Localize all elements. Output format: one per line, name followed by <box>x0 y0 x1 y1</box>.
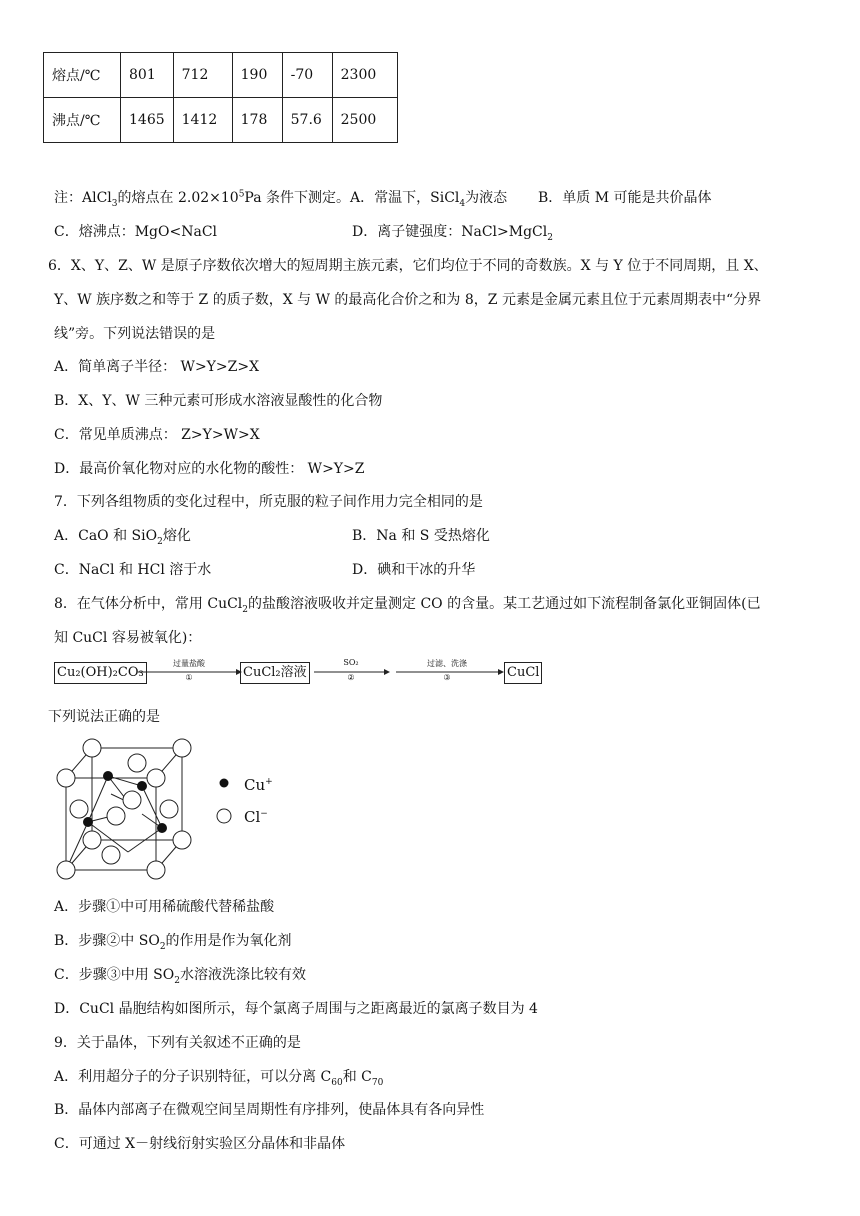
legend-cl-circle <box>217 809 231 823</box>
cl-ion <box>128 754 146 772</box>
table-cell: 178 <box>232 98 282 143</box>
row-label: 沸点/℃ <box>44 98 121 143</box>
step1-reagent: 过量盐酸 <box>173 659 205 668</box>
cl-ion <box>107 807 125 825</box>
q5-option-c: C．熔沸点：MgO<NaCl <box>54 224 218 240</box>
stem-text: 的盐酸溶液吸收并定量测定 CO 的含量。某工艺通过如下流程制备氯化亚铜固体(已 <box>248 596 761 612</box>
cl-ion <box>147 861 165 879</box>
cl-ion <box>173 739 191 757</box>
option-text: A．CaO 和 SiO <box>54 528 158 544</box>
q8-stem-line1 <box>54 593 761 615</box>
superscript: 5 <box>238 189 245 200</box>
step2-number: ② <box>347 673 355 682</box>
q6-option-c: C．常见单质沸点： Z>Y>W>X <box>54 427 260 443</box>
note-text: 为液态 <box>465 190 508 206</box>
step3-number: ③ <box>443 673 451 682</box>
note-text: Pa 条件下测定。A．常温下，SiCl <box>244 190 460 206</box>
table-row <box>44 53 398 98</box>
q7-stem: 7．下列各组物质的变化过程中，所克服的粒子间作用力完全相同的是 <box>54 494 483 510</box>
flow-mid-box: CuCl₂溶液 <box>240 662 310 684</box>
note-text: 的熔点在 2.02×10 <box>117 190 239 206</box>
q8-option-a: A．步骤①中可用稀硫酸代替稀盐酸 <box>54 899 275 915</box>
table-cell: 712 <box>173 53 232 98</box>
superscript: − <box>260 809 268 819</box>
q6-option-b: B．X、Y、W 三种元素可形成水溶液显酸性的化合物 <box>54 393 383 409</box>
table-cell: -70 <box>282 53 332 98</box>
flow-end-box: CuCl <box>504 662 542 684</box>
table-cell: 57.6 <box>282 98 332 143</box>
q8-option-b <box>54 930 292 952</box>
q7-option-b: B．Na 和 S 受热熔化 <box>352 528 490 544</box>
subscript: 70 <box>371 1077 384 1088</box>
legend-cl-label <box>244 808 268 826</box>
table-cell: 801 <box>121 53 174 98</box>
option-text: D．离子键强度：NaCl>MgCl <box>352 224 548 240</box>
q5-option-b: B．单质 M 可能是共价晶体 <box>538 190 712 206</box>
cl-ion <box>83 739 101 757</box>
step3-reagent: 过滤、洗涤 <box>427 659 467 668</box>
table-cell: 190 <box>232 53 282 98</box>
option-text: A．利用超分子的分子识别特征，可以分离 C <box>54 1069 332 1085</box>
cl-ion <box>160 800 178 818</box>
cu-ion <box>137 781 147 791</box>
option-text: 的作用是作为氧化剂 <box>165 933 292 949</box>
q5-option-d <box>352 221 553 243</box>
subscript: 3 <box>111 198 118 209</box>
q8-stem-line2: 知 CuCl 容易被氧化)： <box>54 630 202 646</box>
q8-option-c <box>54 964 306 986</box>
note-line <box>54 187 507 209</box>
subscript: 2 <box>157 536 163 547</box>
cu-ion <box>157 823 167 833</box>
cl-ion <box>57 769 75 787</box>
option-text: 和 C <box>342 1069 372 1085</box>
subscript: 2 <box>547 232 553 243</box>
q7-option-c: C．NaCl 和 HCl 溶于水 <box>54 562 212 578</box>
subscript: 2 <box>242 604 249 615</box>
note-text: 注：AlCl <box>54 190 112 206</box>
cl-ion <box>70 800 88 818</box>
option-text: 熔化 <box>162 528 191 544</box>
q7-option-a <box>54 525 191 547</box>
option-text: C．步骤③中用 SO <box>54 967 175 983</box>
legend-text: Cu <box>244 776 266 794</box>
q6-stem-line1: 6．X、Y、Z、W 是原子序数依次增大的短周期主族元素，它们均位于不同的奇数族。X 与 Y 位于不同周期，且 X、 <box>48 258 768 274</box>
step1-number: ① <box>185 673 193 682</box>
stem-text: 8．在气体分析中，常用 CuCl <box>54 596 243 612</box>
table-row <box>44 98 398 143</box>
cucl-unit-cell-diagram <box>52 736 272 882</box>
q8-option-d: D．CuCl 晶胞结构如图所示，每个氯离子周围与之距离最近的氯离子数目为 4 <box>54 1001 538 1017</box>
table-cell: 1465 <box>121 98 174 143</box>
q9-option-c: C．可通过 X－射线衍射实验区分晶体和非晶体 <box>54 1136 346 1152</box>
table-cell: 2500 <box>332 98 397 143</box>
cl-ion <box>57 861 75 879</box>
subscript: 2 <box>174 975 180 986</box>
subscript: 4 <box>459 198 466 209</box>
q6-option-d: D．最高价氧化物对应的水化物的酸性： W>Y>Z <box>54 461 365 477</box>
cl-ion <box>102 846 120 864</box>
q9-option-a <box>54 1066 383 1088</box>
q6-stem-line2: Y、W 族序数之和等于 Z 的质子数，X 与 W 的最高化合价之和为 8，Z 元素是金属元素且位于元素周期表中“分界 <box>54 292 762 308</box>
legend-text: Cl <box>244 808 261 826</box>
option-text: 水溶液洗涤比较有效 <box>179 967 306 983</box>
melting-boiling-table <box>43 52 398 143</box>
cl-ion <box>147 769 165 787</box>
row-label: 熔点/℃ <box>44 53 121 98</box>
q9-option-b: B．晶体内部离子在微观空间呈周期性有序排列，使晶体具有各向异性 <box>54 1102 485 1118</box>
step2-reagent: SO₂ <box>343 658 359 667</box>
subscript: 60 <box>331 1077 343 1088</box>
legend-cu-dot <box>220 779 229 788</box>
flow-start-box: Cu₂(OH)₂CO₃ <box>54 662 147 684</box>
legend-cu-label <box>244 776 273 794</box>
cu-ion <box>103 771 113 781</box>
table-cell: 2300 <box>332 53 397 98</box>
q6-option-a: A．简单离子半径： W>Y>Z>X <box>54 359 260 375</box>
subscript: 2 <box>159 941 166 952</box>
cl-ion <box>173 831 191 849</box>
table-cell: 1412 <box>173 98 232 143</box>
superscript: + <box>265 777 273 787</box>
cl-ion <box>123 791 141 809</box>
q7-option-d: D．碘和干冰的升华 <box>352 562 476 578</box>
q9-stem: 9．关于晶体，下列有关叙述不正确的是 <box>54 1035 301 1051</box>
q8-prompt: 下列说法正确的是 <box>48 709 160 725</box>
option-text: B．步骤②中 SO <box>54 933 160 949</box>
q6-stem-line3: 线”旁。下列说法错误的是 <box>54 326 216 342</box>
cu-ion <box>83 817 93 827</box>
process-flow-diagram <box>54 660 544 686</box>
cl-ion <box>83 831 101 849</box>
